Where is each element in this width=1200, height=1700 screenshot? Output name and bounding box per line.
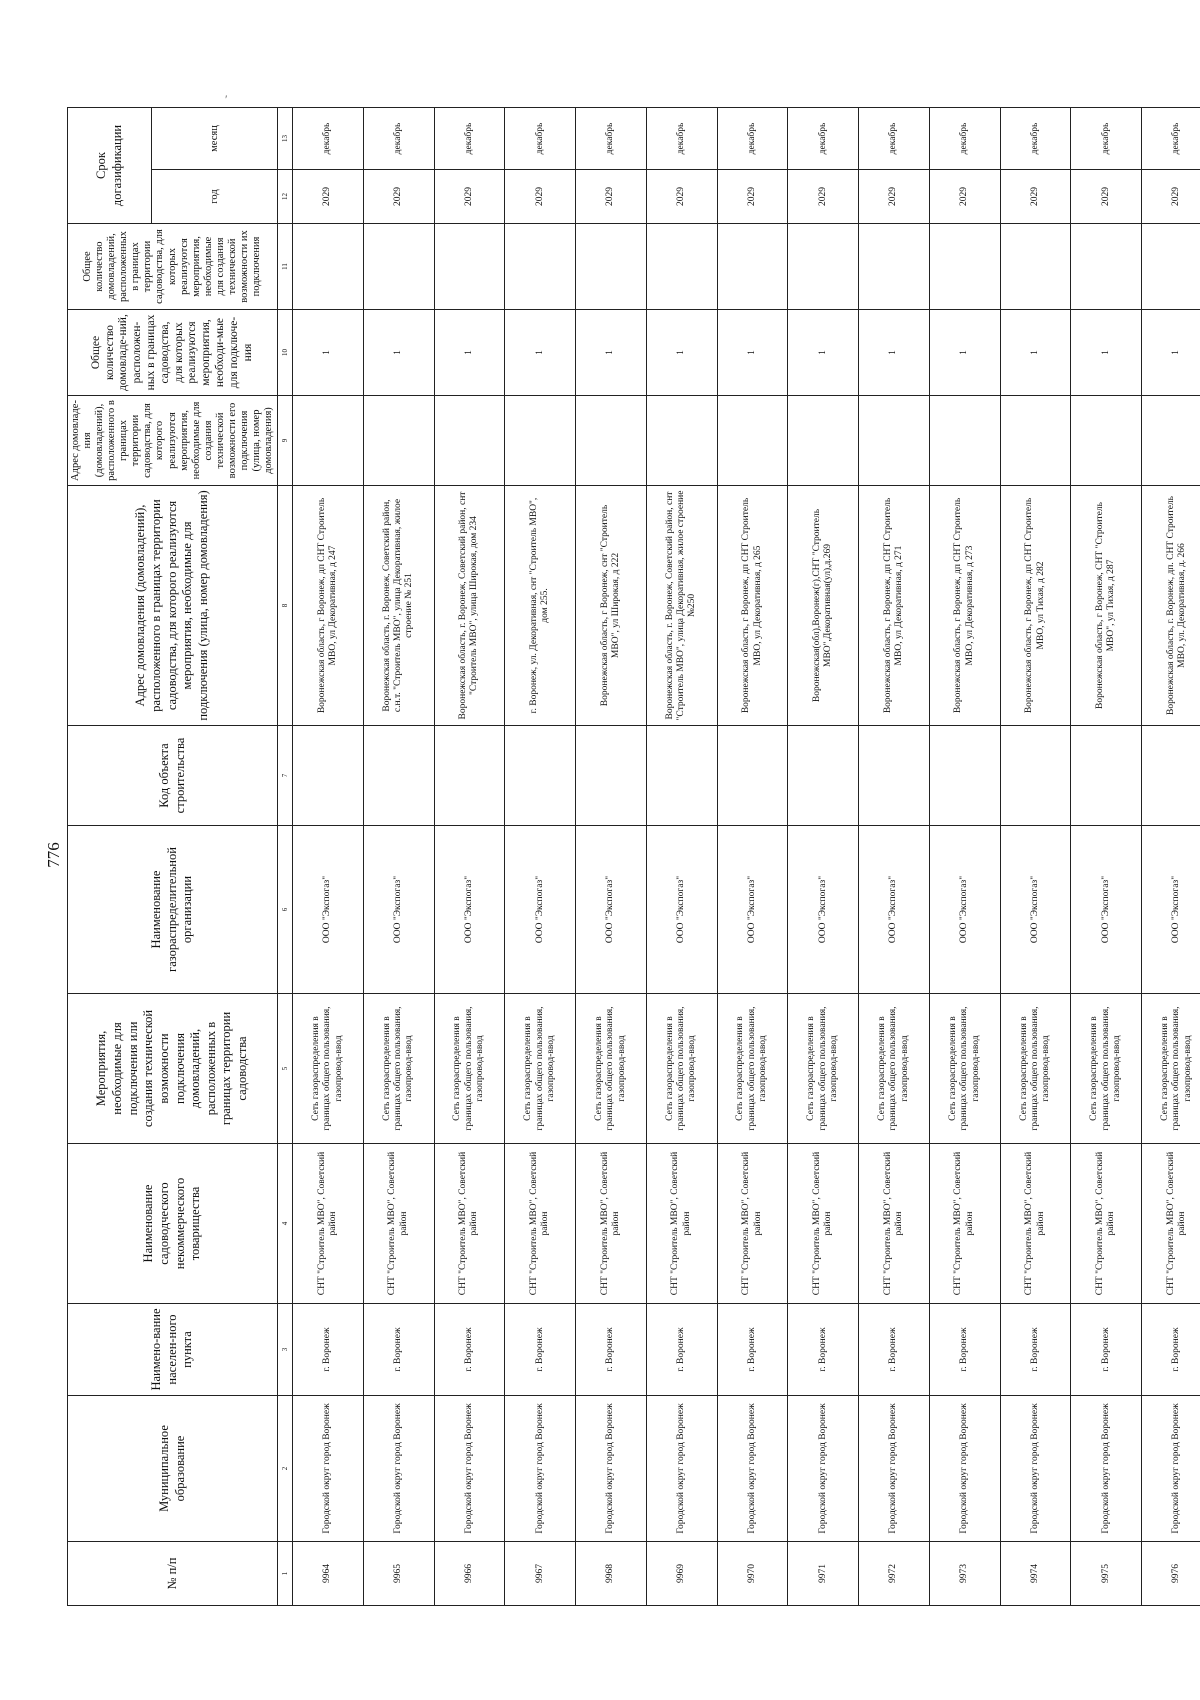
cell-object-code — [505, 726, 576, 826]
cell-address-tech — [788, 396, 859, 486]
cell-measures: Сеть газораспределения в границах общего пользования, газопровод-ввод — [859, 994, 930, 1144]
cell-npp: 9976 — [1142, 1542, 1200, 1606]
table-row — [293, 108, 364, 1606]
cell-settlement: г. Воронеж — [1071, 1304, 1142, 1396]
column-number: 8 — [278, 486, 293, 726]
cell-measures: Сеть газораспределения в границах общего пользования, газопровод-ввод — [1000, 994, 1071, 1144]
cell-total-tech — [1000, 224, 1071, 310]
cell-year: 2029 — [788, 170, 859, 224]
cell-npp: 9967 — [505, 1542, 576, 1606]
cell-gas-org: ООО "Экспогаз" — [576, 826, 647, 994]
cell-measures: Сеть газораспределения в границах общего пользования, газопровод-ввод — [505, 994, 576, 1144]
cell-address: Воронежская область, г. Воронеж, Советский район, снт "Строитель МВО", улица Декоративная, жилое строение №250 — [646, 486, 717, 726]
cell-partnership: СНТ "Строитель МВО", Советский район — [1000, 1144, 1071, 1304]
header-total-tech: Общее количество домовладений, расположенных в границах территории садоводства, для которых реализуются мероприятия, необходимые для создания технической возможности их подключения — [68, 224, 278, 310]
cell-year: 2029 — [576, 170, 647, 224]
cell-object-code — [293, 726, 364, 826]
cell-partnership: СНТ "Строитель МВО", Советский район — [293, 1144, 364, 1304]
cell-municipality: Городской округ город Воронеж — [929, 1396, 1000, 1542]
cell-year: 2029 — [646, 170, 717, 224]
cell-total-connect: 1 — [788, 310, 859, 396]
table-row — [1142, 108, 1200, 1606]
cell-gas-org: ООО "Экспогаз" — [929, 826, 1000, 994]
cell-partnership: СНТ "Строитель МВО", Советский район — [434, 1144, 505, 1304]
cell-partnership: СНТ "Строитель МВО", Советский район — [717, 1144, 788, 1304]
cell-gas-org: ООО "Экспогаз" — [717, 826, 788, 994]
cell-year: 2029 — [505, 170, 576, 224]
cell-total-connect: 1 — [859, 310, 930, 396]
column-number: 4 — [278, 1144, 293, 1304]
table-row — [363, 108, 434, 1606]
cell-address-tech — [929, 396, 1000, 486]
cell-address-tech — [293, 396, 364, 486]
cell-address: Воронежская область, г Воронеж, дп СНТ Строитель МВО, ул Декоративная, д 247 — [293, 486, 364, 726]
table-row — [1071, 108, 1142, 1606]
cell-address: Воронежская область, г Воронеж, дп СНТ Строитель МВО, ул Декоративная, д 271 — [859, 486, 930, 726]
cell-municipality: Городской округ город Воронеж — [717, 1396, 788, 1542]
cell-settlement: г. Воронеж — [434, 1304, 505, 1396]
cell-total-tech — [929, 224, 1000, 310]
header-npp: № п/п — [68, 1542, 278, 1606]
header-month: месяц — [152, 108, 278, 170]
cell-gas-org: ООО "Экспогаз" — [363, 826, 434, 994]
cell-object-code — [1000, 726, 1071, 826]
cell-address: Воронежская область, г Воронеж, дп СНТ Строитель МВО, ул Тихая, д 282 — [1000, 486, 1071, 726]
cell-address-tech — [505, 396, 576, 486]
cell-object-code — [717, 726, 788, 826]
header-settlement: Наимено-вание населен-ного пункта — [68, 1304, 278, 1396]
cell-object-code — [929, 726, 1000, 826]
cell-gas-org: ООО "Экспогаз" — [788, 826, 859, 994]
cell-month: декабрь — [363, 108, 434, 170]
header-address-tech: Адрес домовладе-ния (домовладений), расположенного в границах территории садоводства, для которого реализуются мероприятия, необходимые для создания технической возможности его подключения (улица, номер домовладения) — [68, 396, 278, 486]
cell-year: 2029 — [363, 170, 434, 224]
column-number: 2 — [278, 1396, 293, 1542]
cell-municipality: Городской округ город Воронеж — [859, 1396, 930, 1542]
cell-address: г. Воронеж, ул. Декоративная, снт "Строитель МВО", дом 255. — [505, 486, 576, 726]
table-row — [646, 108, 717, 1606]
cell-total-connect: 1 — [717, 310, 788, 396]
cell-measures: Сеть газораспределения в границах общего пользования, газопровод-ввод — [717, 994, 788, 1144]
cell-settlement: г. Воронеж — [859, 1304, 930, 1396]
cell-measures: Сеть газораспределения в границах общего пользования, газопровод-ввод — [929, 994, 1000, 1144]
cell-month: декабрь — [1000, 108, 1071, 170]
cell-municipality: Городской округ город Воронеж — [1142, 1396, 1200, 1542]
cell-measures: Сеть газораспределения в границах общего пользования, газопровод-ввод — [293, 994, 364, 1144]
cell-total-tech — [788, 224, 859, 310]
table-body — [293, 108, 1200, 1606]
column-number: 13 — [278, 108, 293, 170]
column-number-row — [278, 108, 293, 1606]
column-number: 5 — [278, 994, 293, 1144]
cell-month: декабрь — [1142, 108, 1200, 170]
cell-address-tech — [646, 396, 717, 486]
cell-total-tech — [505, 224, 576, 310]
cell-partnership: СНТ "Строитель МВО", Советский район — [929, 1144, 1000, 1304]
cell-settlement: г. Воронеж — [1000, 1304, 1071, 1396]
cell-measures: Сеть газораспределения в границах общего пользования, газопровод-ввод — [363, 994, 434, 1144]
table-row — [576, 108, 647, 1606]
header-year: год — [152, 170, 278, 224]
cell-municipality: Городской округ город Воронеж — [646, 1396, 717, 1542]
cell-npp: 9964 — [293, 1542, 364, 1606]
column-number: 11 — [278, 224, 293, 310]
cell-object-code — [859, 726, 930, 826]
cell-total-connect: 1 — [434, 310, 505, 396]
cell-municipality: Городской округ город Воронеж — [363, 1396, 434, 1542]
table-row — [717, 108, 788, 1606]
cell-month: декабрь — [434, 108, 505, 170]
cell-total-tech — [717, 224, 788, 310]
cell-settlement: г. Воронеж — [505, 1304, 576, 1396]
cell-object-code — [646, 726, 717, 826]
cell-npp: 9975 — [1071, 1542, 1142, 1606]
cell-address-tech — [363, 396, 434, 486]
cell-total-tech — [363, 224, 434, 310]
cell-npp: 9974 — [1000, 1542, 1071, 1606]
cell-measures: Сеть газораспределения в границах общего пользования, газопровод-ввод — [1071, 994, 1142, 1144]
cell-measures: Сеть газораспределения в границах общего пользования, газопровод-ввод — [576, 994, 647, 1144]
cell-gas-org: ООО "Экспогаз" — [1000, 826, 1071, 994]
scan-mark: ′ — [225, 92, 228, 106]
cell-settlement: г. Воронеж — [788, 1304, 859, 1396]
column-number: 7 — [278, 726, 293, 826]
table-row — [505, 108, 576, 1606]
cell-gas-org: ООО "Экспогаз" — [1071, 826, 1142, 994]
cell-municipality: Городской округ город Воронеж — [434, 1396, 505, 1542]
column-number: 1 — [278, 1542, 293, 1606]
cell-total-connect: 1 — [505, 310, 576, 396]
cell-object-code — [1142, 726, 1200, 826]
cell-settlement: г. Воронеж — [929, 1304, 1000, 1396]
cell-total-tech — [293, 224, 364, 310]
cell-year: 2029 — [859, 170, 930, 224]
cell-year: 2029 — [929, 170, 1000, 224]
header-deadline: Срок догазификации — [68, 108, 152, 224]
cell-month: декабрь — [788, 108, 859, 170]
cell-total-tech — [1071, 224, 1142, 310]
cell-year: 2029 — [293, 170, 364, 224]
cell-settlement: г. Воронеж — [646, 1304, 717, 1396]
column-number: 10 — [278, 310, 293, 396]
cell-partnership: СНТ "Строитель МВО", Советский район — [505, 1144, 576, 1304]
cell-address: Воронежская(обл),Воронеж(г),СНТ "Строитель МВО",Декоративная(ул),д.269 — [788, 486, 859, 726]
cell-measures: Сеть газораспределения в границах общего пользования, газопровод-ввод — [646, 994, 717, 1144]
cell-total-tech — [859, 224, 930, 310]
cell-settlement: г. Воронеж — [1142, 1304, 1200, 1396]
column-number: 9 — [278, 396, 293, 486]
cell-municipality: Городской округ город Воронеж — [293, 1396, 364, 1542]
cell-partnership: СНТ "Строитель МВО", Советский район — [363, 1144, 434, 1304]
cell-month: декабрь — [576, 108, 647, 170]
cell-year: 2029 — [717, 170, 788, 224]
cell-year: 2029 — [1000, 170, 1071, 224]
column-number: 12 — [278, 170, 293, 224]
column-number: 3 — [278, 1304, 293, 1396]
cell-npp: 9969 — [646, 1542, 717, 1606]
cell-gas-org: ООО "Экспогаз" — [293, 826, 364, 994]
cell-municipality: Городской округ город Воронеж — [1071, 1396, 1142, 1542]
cell-npp: 9973 — [929, 1542, 1000, 1606]
cell-total-connect: 1 — [363, 310, 434, 396]
cell-total-tech — [434, 224, 505, 310]
cell-month: декабрь — [505, 108, 576, 170]
page-number: 776 — [44, 842, 63, 868]
cell-address: Воронежская область, г Воронеж, дп СНТ Строитель МВО, ул Декоративная, д 265 — [717, 486, 788, 726]
header-address: Адрес домовладения (домовладений), расположенного в границах территории садоводства, для которого реализуются мероприятия, необходимые для подключения (улица, номер домовладения) — [68, 486, 278, 726]
cell-municipality: Городской округ город Воронеж — [576, 1396, 647, 1542]
cell-npp: 9965 — [363, 1542, 434, 1606]
cell-total-connect: 1 — [646, 310, 717, 396]
table-row — [929, 108, 1000, 1606]
cell-total-connect: 1 — [929, 310, 1000, 396]
header-gas-org: Наименование газораспределительной организации — [68, 826, 278, 994]
cell-npp: 9968 — [576, 1542, 647, 1606]
cell-total-connect: 1 — [1000, 310, 1071, 396]
cell-object-code — [1071, 726, 1142, 826]
cell-address: Воронежская область, г Воронеж, СНТ "Строитель МВО", ул Тихая, д 287 — [1071, 486, 1142, 726]
cell-address-tech — [576, 396, 647, 486]
cell-address-tech — [1142, 396, 1200, 486]
cell-gas-org: ООО "Экспогаз" — [859, 826, 930, 994]
cell-total-tech — [576, 224, 647, 310]
cell-settlement: г. Воронеж — [717, 1304, 788, 1396]
cell-year: 2029 — [434, 170, 505, 224]
cell-partnership: СНТ "Строитель МВО", Советский район — [1142, 1144, 1200, 1304]
cell-gas-org: ООО "Экспогаз" — [646, 826, 717, 994]
table-row — [788, 108, 859, 1606]
cell-municipality: Городской округ город Воронеж — [1000, 1396, 1071, 1542]
cell-object-code — [363, 726, 434, 826]
cell-partnership: СНТ "Строитель МВО", Советский район — [576, 1144, 647, 1304]
cell-partnership: СНТ "Строитель МВО", Советский район — [646, 1144, 717, 1304]
cell-address-tech — [717, 396, 788, 486]
cell-address: Воронежская область, г. Воронеж, Советский район, снт "Строитель МВО", улица Широкая, дом 234 — [434, 486, 505, 726]
column-number: 6 — [278, 826, 293, 994]
cell-address-tech — [434, 396, 505, 486]
cell-total-connect: 1 — [293, 310, 364, 396]
cell-gas-org: ООО "Экспогаз" — [1142, 826, 1200, 994]
header-partnership: Наименование садоводческого некоммерческого товарищества — [68, 1144, 278, 1304]
cell-object-code — [576, 726, 647, 826]
cell-total-tech — [646, 224, 717, 310]
cell-measures: Сеть газораспределения в границах общего пользования, газопровод-ввод — [788, 994, 859, 1144]
cell-year: 2029 — [1071, 170, 1142, 224]
cell-address-tech — [1071, 396, 1142, 486]
cell-measures: Сеть газораспределения в границах общего пользования, газопровод-ввод — [1142, 994, 1200, 1144]
table-row — [859, 108, 930, 1606]
cell-settlement: г. Воронеж — [293, 1304, 364, 1396]
cell-settlement: г. Воронеж — [576, 1304, 647, 1396]
header-measures: Мероприятия, необходимые для подключения или создания технической возможности подключения домовладений, расположенных в границах территории садоводства — [68, 994, 278, 1144]
cell-month: декабрь — [859, 108, 930, 170]
cell-gas-org: ООО "Экспогаз" — [505, 826, 576, 994]
cell-npp: 9970 — [717, 1542, 788, 1606]
cell-municipality: Городской округ город Воронеж — [505, 1396, 576, 1542]
cell-municipality: Городской округ город Воронеж — [788, 1396, 859, 1542]
cell-measures: Сеть газораспределения в границах общего пользования, газопровод-ввод — [434, 994, 505, 1144]
cell-total-connect: 1 — [1071, 310, 1142, 396]
cell-npp: 9972 — [859, 1542, 930, 1606]
table-row — [1000, 108, 1071, 1606]
cell-month: декабрь — [717, 108, 788, 170]
header-object-code: Код объекта строительства — [68, 726, 278, 826]
cell-month: декабрь — [929, 108, 1000, 170]
header-municipality: Муниципальное образование — [68, 1396, 278, 1542]
table-header — [68, 108, 293, 1606]
cell-npp: 9966 — [434, 1542, 505, 1606]
cell-object-code — [788, 726, 859, 826]
cell-partnership: СНТ "Строитель МВО", Советский район — [859, 1144, 930, 1304]
cell-gas-org: ООО "Экспогаз" — [434, 826, 505, 994]
cell-total-tech — [1142, 224, 1200, 310]
cell-npp: 9971 — [788, 1542, 859, 1606]
cell-month: декабрь — [646, 108, 717, 170]
cell-month: декабрь — [1071, 108, 1142, 170]
cell-month: декабрь — [293, 108, 364, 170]
cell-address: Воронежская область, г. Воронеж, Советский район, с.н.т. "Строитель МВО", улица Декоративная, жилое строение № 251 — [363, 486, 434, 726]
cell-object-code — [434, 726, 505, 826]
rotated-table-container — [67, 108, 1200, 1606]
cell-total-connect: 1 — [1142, 310, 1200, 396]
cell-address-tech — [859, 396, 930, 486]
gasification-table — [67, 107, 1200, 1606]
cell-year: 2029 — [1142, 170, 1200, 224]
header-total-connect: Общее количество домовладе-ний, расположен-ных в границах садоводства, для которых реализуются мероприятия, необходи-мые для подключе-ния — [68, 310, 278, 396]
cell-settlement: г. Воронеж — [363, 1304, 434, 1396]
cell-partnership: СНТ "Строитель МВО", Советский район — [1071, 1144, 1142, 1304]
cell-address: Воронежская область, г. Воронеж, дп. СНТ Строитель МВО, ул. Декоративная, д. 266 — [1142, 486, 1200, 726]
cell-address: Воронежская область, г Воронеж, дп СНТ Строитель МВО, ул Декоративная, д 273 — [929, 486, 1000, 726]
cell-partnership: СНТ "Строитель МВО", Советский район — [788, 1144, 859, 1304]
cell-address-tech — [1000, 396, 1071, 486]
cell-total-connect: 1 — [576, 310, 647, 396]
cell-address: Воронежская область, г Воронеж, снт "Строитель МВО", ул Широкая, д 222 — [576, 486, 647, 726]
table-row — [434, 108, 505, 1606]
